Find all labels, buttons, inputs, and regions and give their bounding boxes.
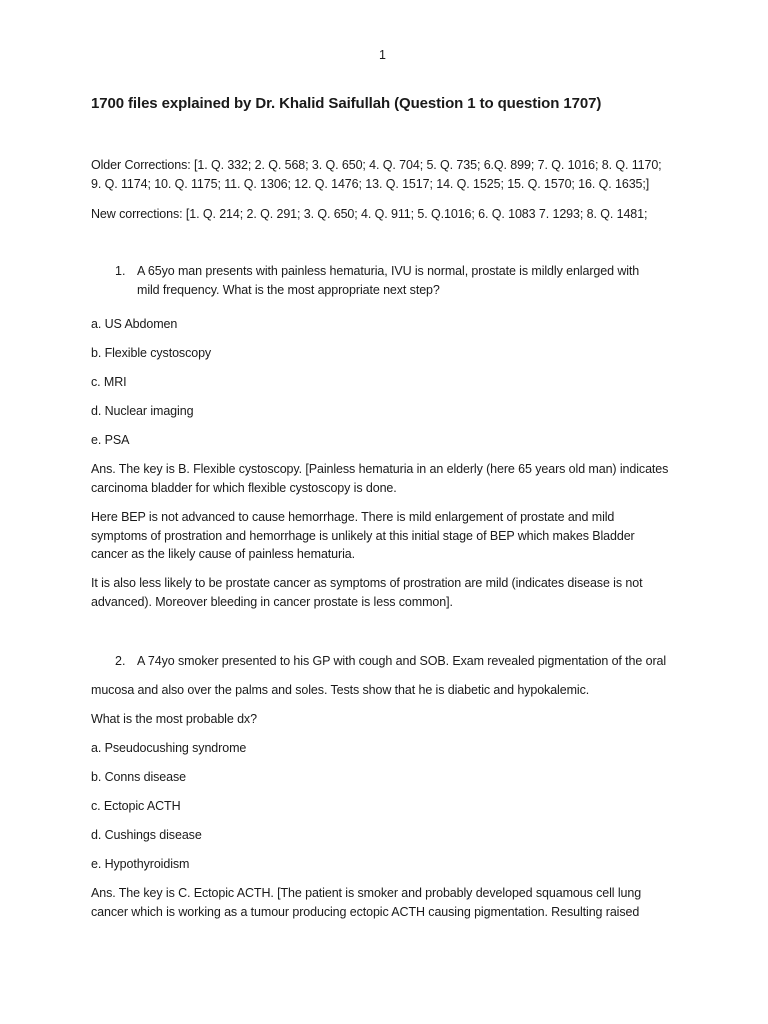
question-1-stem-line-1: A 65yo man presents with painless hematuria, IVU is normal, prostate is mildly enlarged with (137, 264, 640, 278)
question-2-stem-line-2: mucosa and also over the palms and soles. Tests show that he is diabetic and hypokalemic. (91, 683, 590, 697)
question-2-answer-line-2: cancer which is working as a tumour producing ectopic ACTH causing pigmentation. Resulting raised (91, 905, 640, 919)
question-1-option-d: d. Nuclear imaging (91, 404, 194, 418)
question-2-option-a: a. Pseudocushing syndrome (91, 741, 247, 755)
question-1-answer-line-1: Ans. The key is B. Flexible cystoscopy. [Painless hematuria in an elderly (here 65 years old man) indicates (91, 462, 669, 476)
question-number: 1. (115, 264, 126, 278)
question-1-explanation-line-2: symptoms of prostration and hemorrhage is unlikely at this initial stage of BEP which makes Bladder (91, 529, 635, 543)
question-2-option-c: c. Ectopic ACTH (91, 799, 181, 813)
question-2-stem-line-3: What is the most probable dx? (91, 712, 257, 726)
older-corrections-line-2: 9. Q. 1174; 10. Q. 1175; 11. Q. 1306; 12. Q. 1476; 13. Q. 1517; 14. Q. 1525; 15. Q. 1570; 16. Q. 1635;] (91, 177, 650, 191)
question-1-option-c: c. MRI (91, 375, 127, 389)
page-number: 1 (379, 48, 386, 62)
question-1-explanation-line-3: cancer as the likely cause of painless hematuria. (91, 547, 355, 561)
question-2-option-e: e. Hypothyroidism (91, 857, 190, 871)
question-1-stem-line-2: mild frequency. What is the most appropriate next step? (137, 283, 440, 297)
question-2-stem-line-1: A 74yo smoker presented to his GP with cough and SOB. Exam revealed pigmentation of the oral (137, 654, 667, 668)
question-1-option-a: a. US Abdomen (91, 317, 178, 331)
question-1-option-b: b. Flexible cystoscopy (91, 346, 212, 360)
new-corrections-line: New corrections: [1. Q. 214; 2. Q. 291; 3. Q. 650; 4. Q. 911; 5. Q.1016; 6. Q. 1083 7. 1293; 8. Q. 1481; (91, 207, 648, 221)
question-1-explanation-line-4: It is also less likely to be prostate cancer as symptoms of prostration are mild (indicates disease is not (91, 576, 643, 590)
question-1-option-e: e. PSA (91, 433, 130, 447)
question-2-answer-line-1: Ans. The key is C. Ectopic ACTH. [The patient is smoker and probably developed squamous cell lung (91, 886, 642, 900)
question-2-option-d: d. Cushings disease (91, 828, 202, 842)
question-2-option-b: b. Conns disease (91, 770, 186, 784)
question-1-explanation-line-5: advanced). Moreover bleeding in cancer prostate is less common]. (91, 595, 453, 609)
question-1-explanation-line-1: Here BEP is not advanced to cause hemorrhage. There is mild enlargement of prostate and mild (91, 510, 615, 524)
question-number: 2. (115, 654, 126, 668)
older-corrections-line-1: Older Corrections: [1. Q. 332; 2. Q. 568; 3. Q. 650; 4. Q. 704; 5. Q. 735; 6.Q. 899; 7. Q. 1016; 8. Q. 1170; (91, 158, 662, 172)
question-1-answer-line-2: carcinoma bladder for which flexible cystoscopy is done. (91, 481, 397, 495)
page-title: 1700 files explained by Dr. Khalid Saifullah (Question 1 to question 1707) (91, 95, 602, 112)
